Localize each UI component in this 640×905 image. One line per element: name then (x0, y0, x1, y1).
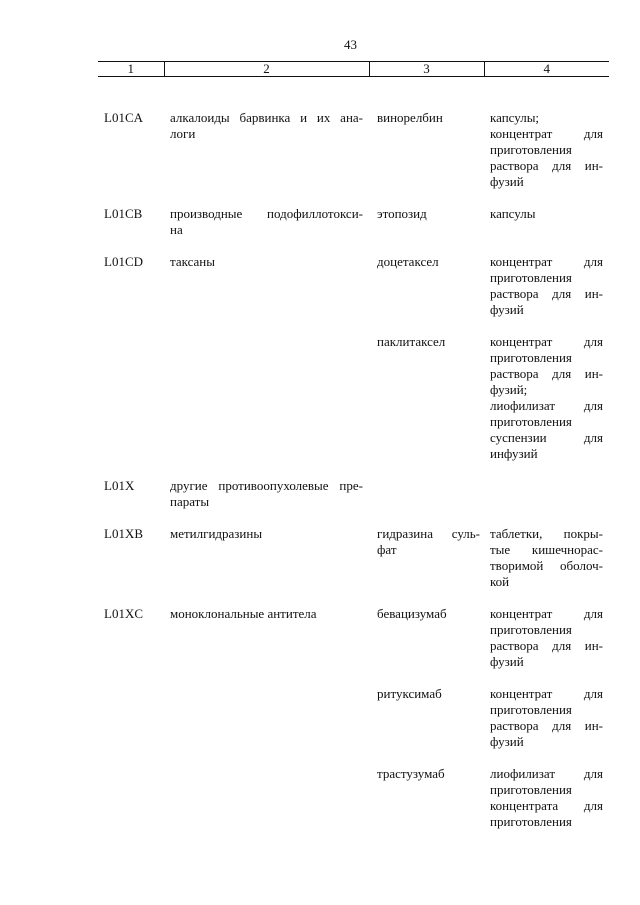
dosage-form-text-line: приготовления (490, 814, 572, 829)
dosage-form-cell (484, 478, 609, 510)
dosage-form-text-line: фузий (490, 654, 524, 669)
drug-name-cell (369, 606, 484, 670)
dosage-form-cell (484, 206, 609, 238)
dosage-form-text-line: фузий (490, 174, 524, 189)
dosage-form-text-line: раствора для ин- (490, 366, 603, 381)
dosage-form-cell (484, 606, 609, 670)
pharmacological-group-cell (164, 526, 369, 590)
dosage-form-text-line: раствора для ин- (490, 158, 603, 173)
dosage-form-cell (484, 686, 609, 750)
column-header-table (98, 61, 609, 77)
column-header-3: 3 (369, 62, 484, 77)
drug-name-cell (369, 110, 484, 190)
group-text-line: алкалоиды барвинка и их ана- (170, 110, 363, 125)
column-header-4: 4 (484, 62, 609, 77)
dosage-form-text-line: приготовления (490, 702, 572, 717)
dosage-form-text-line: концентрат для (490, 254, 603, 269)
dosage-form-text-line: раствора для ин- (490, 638, 603, 653)
atc-code-cell: L01CD (104, 254, 143, 269)
pharmacological-group-cell (164, 766, 369, 830)
column-header-1: 1 (98, 62, 164, 77)
group-text-line: другие противоопухолевые пре- (170, 478, 363, 493)
dosage-form-text-line: лиофилизат для (490, 398, 603, 413)
drug-name-cell (369, 206, 484, 238)
group-text-line: таксаны (170, 254, 215, 269)
group-text-line: производные подофиллотокси- (170, 206, 363, 221)
drug-text-line: паклитаксел (377, 334, 446, 349)
atc-code-cell: L01CB (104, 206, 143, 221)
drug-text-line: ритуксимаб (377, 686, 442, 701)
dosage-form-text-line: приготовления (490, 142, 572, 157)
dosage-form-cell (484, 110, 609, 190)
drug-name-cell (369, 526, 484, 590)
drug-text-line: этопозид (377, 206, 427, 221)
drug-name-cell (369, 766, 484, 830)
dosage-form-text-line: таблетки, покры- (490, 526, 603, 541)
dosage-form-text-line: капсулы; (490, 110, 540, 125)
table-row (98, 766, 609, 830)
group-text-line: моноклональные антитела (170, 606, 317, 621)
dosage-form-text-line: фузий (490, 734, 524, 749)
dosage-form-text-line: приготовления (490, 622, 572, 637)
atc-code-cell (98, 686, 164, 750)
drug-name-cell (369, 254, 484, 318)
atc-code-cell: L01X (104, 478, 135, 493)
dosage-form-text-line: кой (490, 574, 510, 589)
drug-text-line: бевацизумаб (377, 606, 447, 621)
drug-name-cell (369, 686, 484, 750)
group-text-line: на (170, 222, 183, 237)
drug-text-line: доцетаксел (377, 254, 439, 269)
drug-text-line: гидразина суль- (377, 526, 480, 541)
column-header-2: 2 (164, 62, 369, 77)
dosage-form-text-line: раствора для ин- (490, 718, 603, 733)
dosage-form-text-line: концентрат для (490, 334, 603, 349)
pharmacological-group-cell (164, 254, 369, 318)
table-row (98, 334, 609, 462)
dosage-form-text-line: концентрата для (490, 798, 603, 813)
group-text-line: параты (170, 494, 210, 509)
table-row (98, 526, 609, 590)
atc-code-cell: L01XB (104, 526, 143, 541)
pharmacological-group-cell (164, 334, 369, 462)
table-row (98, 606, 609, 670)
pharmacological-group-cell (164, 686, 369, 750)
dosage-form-text-line: приготовления (490, 270, 572, 285)
pharmacological-group-cell (164, 206, 369, 238)
drug-name-cell (369, 334, 484, 462)
dosage-form-text-line: фузий (490, 302, 524, 317)
dosage-form-text-line: творимой оболоч- (490, 558, 603, 573)
drug-text-line: винорелбин (377, 110, 443, 125)
pharmacological-group-cell (164, 110, 369, 190)
atc-code-cell: L01CA (104, 110, 143, 125)
table-row (98, 110, 609, 190)
dosage-form-text-line: лиофилизат для (490, 766, 603, 781)
dosage-form-cell (484, 526, 609, 590)
pharmacological-group-cell (164, 606, 369, 670)
drug-name-cell (369, 478, 484, 510)
drug-text-line: фат (377, 542, 397, 557)
dosage-form-cell (484, 766, 609, 830)
dosage-form-text-line: приготовления (490, 414, 572, 429)
dosage-form-text-line: капсулы (490, 206, 536, 221)
dosage-form-cell (484, 254, 609, 318)
table-row (98, 206, 609, 238)
pharmacological-group-cell (164, 478, 369, 510)
dosage-form-text-line: концентрат для (490, 606, 603, 621)
dosage-form-text-line: фузий; (490, 382, 528, 397)
dosage-form-text-line: тые кишечнорас- (490, 542, 603, 557)
group-text-line: логи (170, 126, 196, 141)
column-header-row (98, 62, 609, 77)
dosage-form-text-line: раствора для ин- (490, 286, 603, 301)
group-text-line: метилгидразины (170, 526, 263, 541)
table-row (98, 686, 609, 750)
dosage-form-text-line: концентрат для (490, 686, 603, 701)
atc-code-cell (98, 766, 164, 830)
dosage-form-cell (484, 334, 609, 462)
dosage-form-text-line: инфузий (490, 446, 538, 461)
table-row (98, 478, 609, 510)
dosage-form-text-line: концентрат для (490, 126, 603, 141)
atc-code-cell (98, 334, 164, 462)
drug-text-line: трастузумаб (377, 766, 445, 781)
dosage-form-text-line: приготовления (490, 350, 572, 365)
table-row (98, 254, 609, 318)
dosage-form-text-line: приготовления (490, 782, 572, 797)
atc-code-cell: L01XC (104, 606, 143, 621)
dosage-form-text-line: суспензии для (490, 430, 603, 445)
page-number: 43 (344, 37, 357, 52)
